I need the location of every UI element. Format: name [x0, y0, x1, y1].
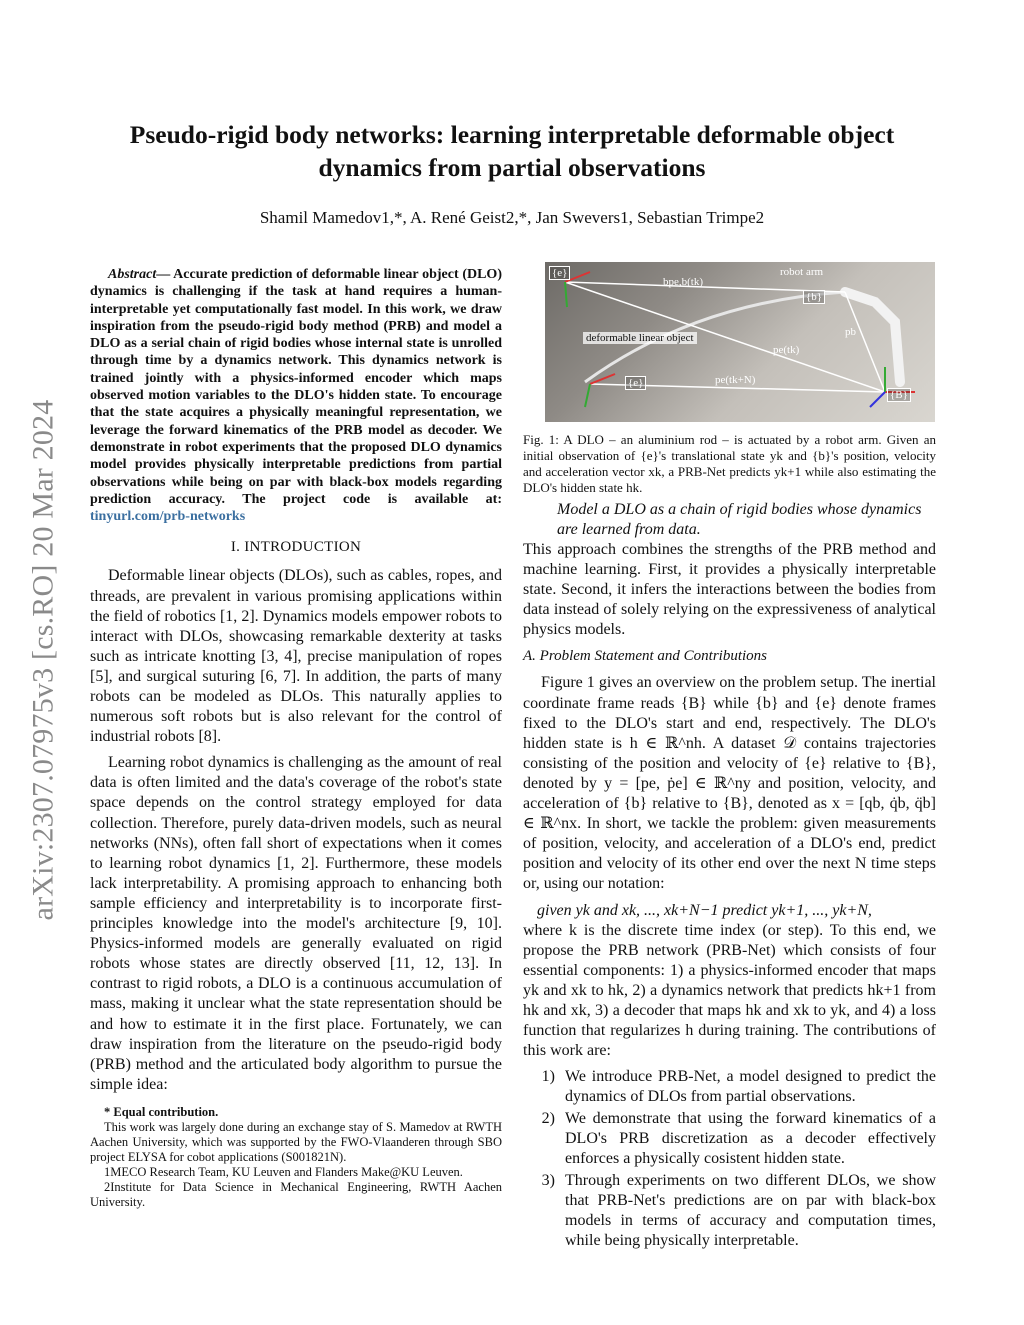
list-item — [523, 1067, 936, 1107]
footnote-funding: This work was largely done during an exchange stay of S. Mamedov at RWTH Aachen University, which was supported by the FWO-Vlaanderen through SBO project ELYSA for cobot applications (S001821N). — [90, 1119, 502, 1164]
list-item-number: 3) — [541, 1172, 555, 1190]
footnote-affiliation-2: 2Institute for Data Science in Mechanical Engineering, RWTH Aachen University. — [90, 1179, 502, 1209]
paper-title: Pseudo-rigid body networks: learning interpretable deformable object dynamics from partial observations — [129, 120, 895, 182]
core-idea: Model a DLO as a chain of rigid bodies whose dynamics are learned from data. — [557, 501, 922, 538]
section-heading-introduction: I. INTRODUCTION — [230, 539, 362, 556]
contributions-list — [523, 1067, 936, 1251]
list-item-text: We demonstrate that using the forward kinematics of a DLO's PRB discretization as a decoder effectively enforces a physically cosistent hidden state. — [565, 1110, 936, 1168]
project-link[interactable]: tinyurl.com/prb-networks — [90, 509, 246, 525]
label-robot-arm: robot arm — [780, 266, 824, 278]
list-item-number: 2) — [541, 1110, 555, 1128]
intro-paragraph-2: Learning robot dynamics is challenging as the amount of real data is often limited and the data's coverage of the robot's state space depends on the control strategy employed for data collection. Therefore, purely data-driven models, such as neural networks (NNs), often fall short of expectations when it comes to learning robot dynamics [1, 2]. Furthermore, these models lack interpretability. A promising approach to enhancing both sample efficiency and interpretability is to incorporate first-principles knowledge into the model's architecture [9, 10]. Physics-informed models are generally evaluated on rigid robots whose states are directly observed [11, 12, 13]. In contrast to rigid robots, a DLO is a continuous accumulation of mass, making it unclear what the state representation should be and how to estimate it in the first place. Fortunately, we can draw inspiration from the literature on the pseudo-rigid body (PRB) method and the articulated body algorithm to pursue the simple idea: — [90, 754, 502, 1093]
problem-formulation: given yk and xk, ..., xk+N−1 predict yk+1, ..., yk+N, — [537, 901, 872, 919]
label-pe-tkN: pe(tk+N) — [715, 374, 756, 386]
arxiv-identifier — [12, 340, 74, 980]
figure-1-caption: Fig. 1: A DLO – an aluminium rod – is actuated by a robot arm. Given an initial observation of {e}'s translational state yk and {b}'s position, velocity and acceleration vector xk, a PRB-Net predicts yk+1 while also estimating the DLO's hidden state hk. — [523, 432, 936, 495]
left-column — [90, 266, 502, 1210]
subsection-heading-problem-statement: A. Problem Statement and Contributions — [523, 648, 768, 665]
footnotes — [90, 1105, 502, 1210]
intro-paragraph-1: Deformable linear objects (DLOs), such as cables, ropes, and threads, are prevalent in various promising applications within the field of robotics [1, 2]. Dynamics models empower robots to interact with DLOs, showcasing remarkable dexterity at tasks such as intricate knotting [3, 4], precise manipulation of ropes [5], and surgical suturing [6, 7]. In addition, the parts of many robots can be modeled as DLOs. This naturally applies to numerous soft robots but is also relevant for the control of industrial robots [8]. — [90, 567, 502, 746]
label-frame-b: {b} — [803, 290, 825, 304]
list-item — [523, 1109, 936, 1169]
footnote-affiliation-1: 1MECO Research Team, KU Leuven and Flanders Make@KU Leuven. — [104, 1164, 463, 1179]
list-item — [523, 1171, 936, 1251]
problem-paragraph-2: where k is the discrete time index (or step). To this end, we propose the PRB network (PRB-Net) which consists of four essential components: 1) a physics-informed encoder that maps yk and xk to hk, 2) a dynamics network that predicts hk+1 from hk and xk, 3) a decoder that maps hk and xk to yk, and 4) a loss function that regularizes h during training. The contributions of this work are: — [523, 921, 936, 1060]
problem-paragraph-1: Figure 1 gives an overview on the problem setup. The inertial coordinate frame reads {B} while {b} and {e} denote frames fixed to the DLO's start and end, respectively. The DLO's hidden state is h ∈ ℝ^nh. A dataset 𝒟 contains trajectories consisting of the position and velocity of {e} relative to {B}, denoted by y = [pe, ṗe] ∈ ℝ^ny and position, velocity, and acceleration of {b} relative to {B}, denoted as x = [qb, q̇b, q̈b] ∈ ℝ^nx. In short, we tackle the problem: given measurements of position, velocity, and acceleration of a DLO's end, predict position and velocity of its other end over the next N time steps or, using our notation: — [523, 674, 936, 893]
footnote-equal-contribution: * Equal contribution. — [104, 1104, 219, 1119]
list-item-text: We introduce PRB-Net, a model designed to predict the dynamics of DLOs from partial observations. — [565, 1068, 936, 1106]
approach-paragraph: This approach combines the strengths of the PRB method and machine learning. First, it provides a physically interpretable state. Second, it infers the interactions between the bodies from data instead of solely relying on the expressiveness of analytical physics models. — [523, 541, 936, 639]
author-list: Shamil Mamedov1,*, A. René Geist2,*, Jan Swevers1, Sebastian Trimpe2 — [259, 208, 765, 227]
list-item-number: 1) — [541, 1068, 555, 1086]
label-pb: pb — [845, 326, 856, 338]
list-item-text: Through experiments on two different DLOs, we show that PRB-Net's predictions are on par with black-box models in terms of accuracy and computation times, while being physically interpretable. — [565, 1172, 936, 1250]
label-frame-e-bottom: {e} — [625, 376, 646, 390]
label-deformable-linear-object: deformable linear object — [583, 332, 697, 344]
label-frame-e-top: {e} — [549, 266, 570, 280]
arxiv-identifier-text: arXiv:2307.07975v3 [cs.RO] 20 Mar 2024 — [26, 399, 59, 921]
label-frame-B: {B} — [887, 388, 911, 402]
label-pe-b: bpe,b(tk) — [663, 276, 704, 288]
figure-1-photo — [545, 262, 935, 422]
abstract — [90, 266, 502, 525]
right-column — [523, 262, 936, 1253]
abstract-text: — Accurate prediction of deformable linear object (DLO) dynamics is challenging if the task at hand requires a human-interpretable yet computationally fast model. In this work, we draw inspiration from the pseudo-rigid body method (PRB) and model a DLO as a serial chain of rigid bodies whose internal state is unrolled through time by a dynamics network. This dynamics network is trained jointly with a physics-informed encoder which maps observed motion variables to the DLO's hidden state. To encourage that the state acquires a physically meaningful representation, we leverage the forward kinematics of the PRB model as decoder. We demonstrate in robot experiments that the proposed DLO dynamics model provides physically interpretable predictions from partial observations while being on par with black-box models regarding prediction accuracy. The project code is available at: — [90, 267, 502, 507]
abstract-label: Abstract — [108, 267, 157, 282]
label-pe-tk: pe(tk) — [773, 344, 800, 356]
